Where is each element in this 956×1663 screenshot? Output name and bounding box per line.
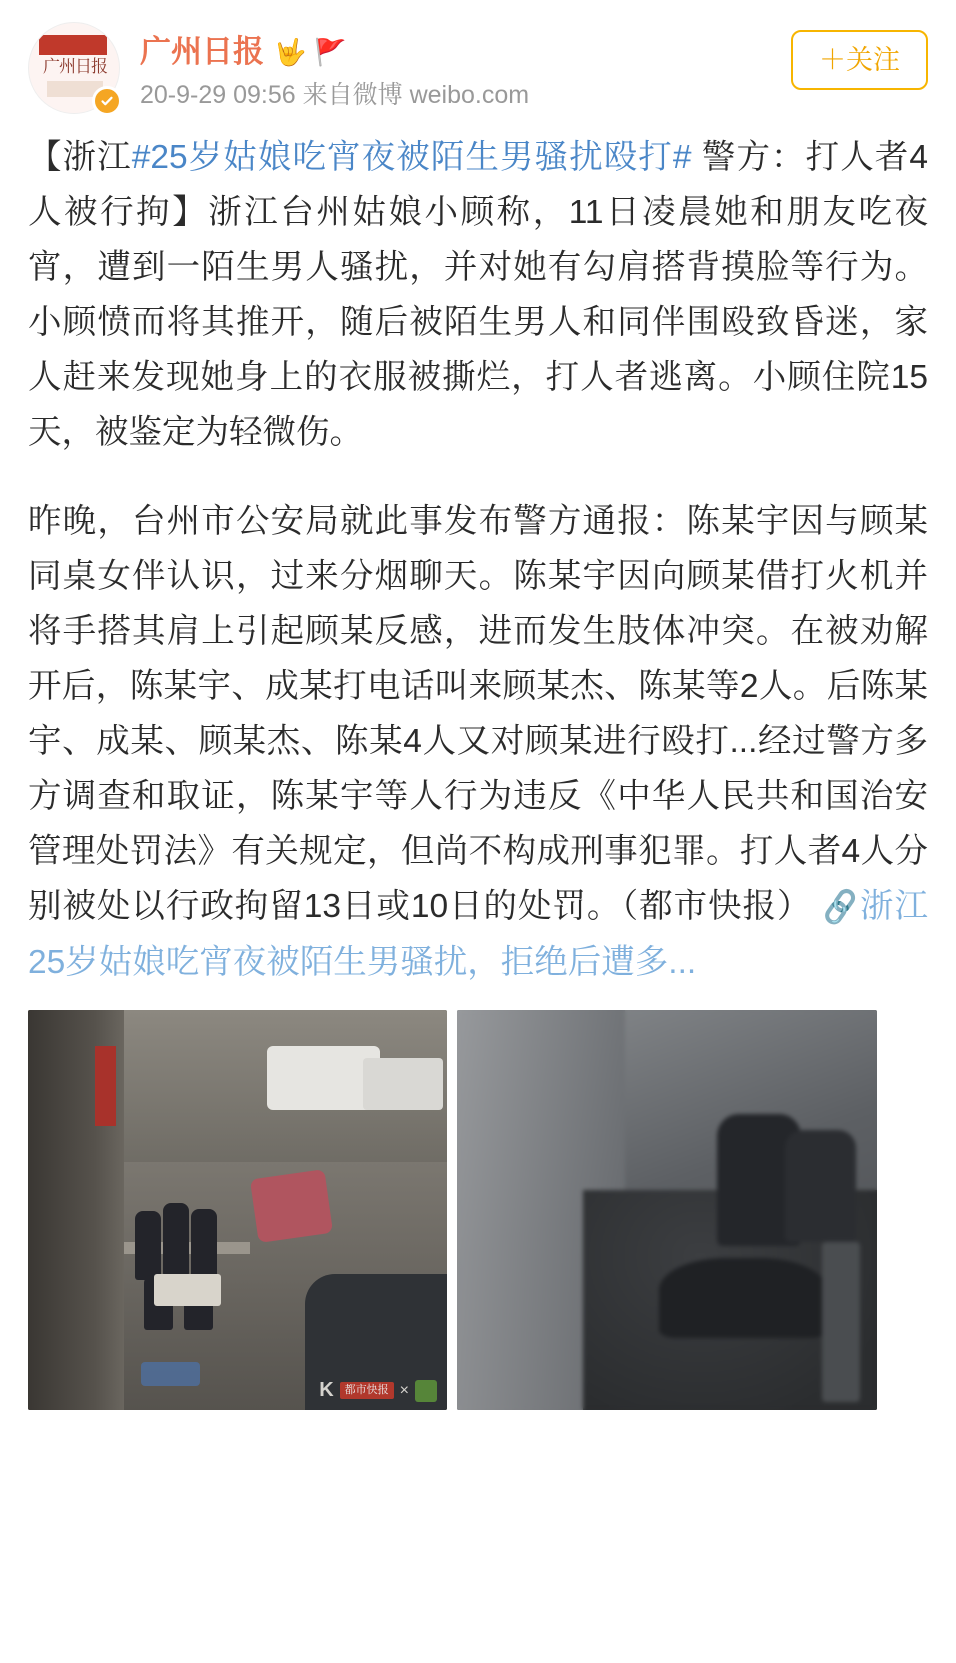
- photo-blur-overlay: [457, 1010, 877, 1410]
- cctv-street-photo[interactable]: [28, 1010, 447, 1410]
- watermark-logo: K: [319, 1379, 334, 1401]
- post-source[interactable]: 来自微博 weibo.com: [302, 81, 530, 109]
- paragraph-2: [28, 494, 928, 990]
- paragraph-1-body: 警方：打人者4人被行拘】浙江台州姑娘小顾称，11日凌晨她和朋友吃夜宵，遭到一陌生男人骚扰，并对她有勾肩搭背摸脸等行为。小顾愤而将其推开，随后被陌生男人和同伴围殴致昏迷，家人赶来发现她身上的衣服被撕烂，打人者逃离。小顾住院15天，被鉴定为轻微伤。: [28, 139, 928, 451]
- photo-ground-marker: [141, 1362, 200, 1386]
- photo-scooter: [250, 1169, 334, 1243]
- verified-badge-icon: [92, 86, 122, 116]
- avatar-text: 广州日报: [43, 57, 107, 77]
- watermark-square-icon: [415, 1380, 437, 1402]
- article-link[interactable]: 浙江25岁姑娘吃宵夜被陌生男骚扰，拒绝后遭多...: [28, 888, 929, 981]
- avatar[interactable]: [28, 22, 120, 114]
- photo-table: [154, 1274, 221, 1306]
- image-gallery: [0, 990, 956, 1410]
- link-icon: 🔗: [819, 888, 862, 927]
- orange-hand-icon: 🤟: [274, 37, 307, 67]
- post-content: [0, 114, 956, 990]
- photo-person: [191, 1209, 217, 1278]
- watermark-tag: 都市快报: [340, 1382, 394, 1399]
- photo-van-2: [363, 1058, 443, 1110]
- red-flag-icon: 🚩: [314, 37, 347, 67]
- paragraph-2-body: 昨晚，台州市公安局就此事发布警方通报：陈某宇因与顾某同桌女伴认识，过来分烟聊天。陈某宇因向顾某借打火机并将手搭其肩上引起顾某反感，进而发生肢体冲突。在被劝解开后，陈某宇、成某打电话叫来顾某杰、陈某等2人。后陈某宇、成某、顾某杰、陈某4人又对顾某进行殴打...经过警方多方调查和取证，陈某宇等人行为违反《中华人民共和国治安管理处罚法》有关规定，但尚不构成刑事犯罪。打人者4人分别被处以行政拘留13日或10日的处罚。（都市快报）: [28, 503, 928, 925]
- photo-person: [163, 1203, 189, 1276]
- paragraph-1: [28, 130, 928, 460]
- account-name[interactable]: 广州日报: [140, 34, 264, 69]
- follow-button[interactable]: ＋关注: [791, 30, 928, 90]
- photo-red-box: [95, 1046, 116, 1126]
- blurred-alley-photo[interactable]: [457, 1010, 877, 1410]
- paragraph-1-lead: 【浙江: [28, 139, 132, 176]
- photo-person: [135, 1211, 161, 1280]
- post-header: [0, 0, 956, 114]
- post-timestamp: 20-9-29 09:56: [140, 81, 296, 109]
- photo-people-group: [133, 1198, 250, 1330]
- watermark-separator: ×: [399, 1381, 409, 1399]
- photo-watermark: [319, 1379, 437, 1402]
- hashtag-link[interactable]: #25岁姑娘吃宵夜被陌生男骚扰殴打#: [131, 139, 692, 176]
- avatar-banner: [39, 35, 107, 55]
